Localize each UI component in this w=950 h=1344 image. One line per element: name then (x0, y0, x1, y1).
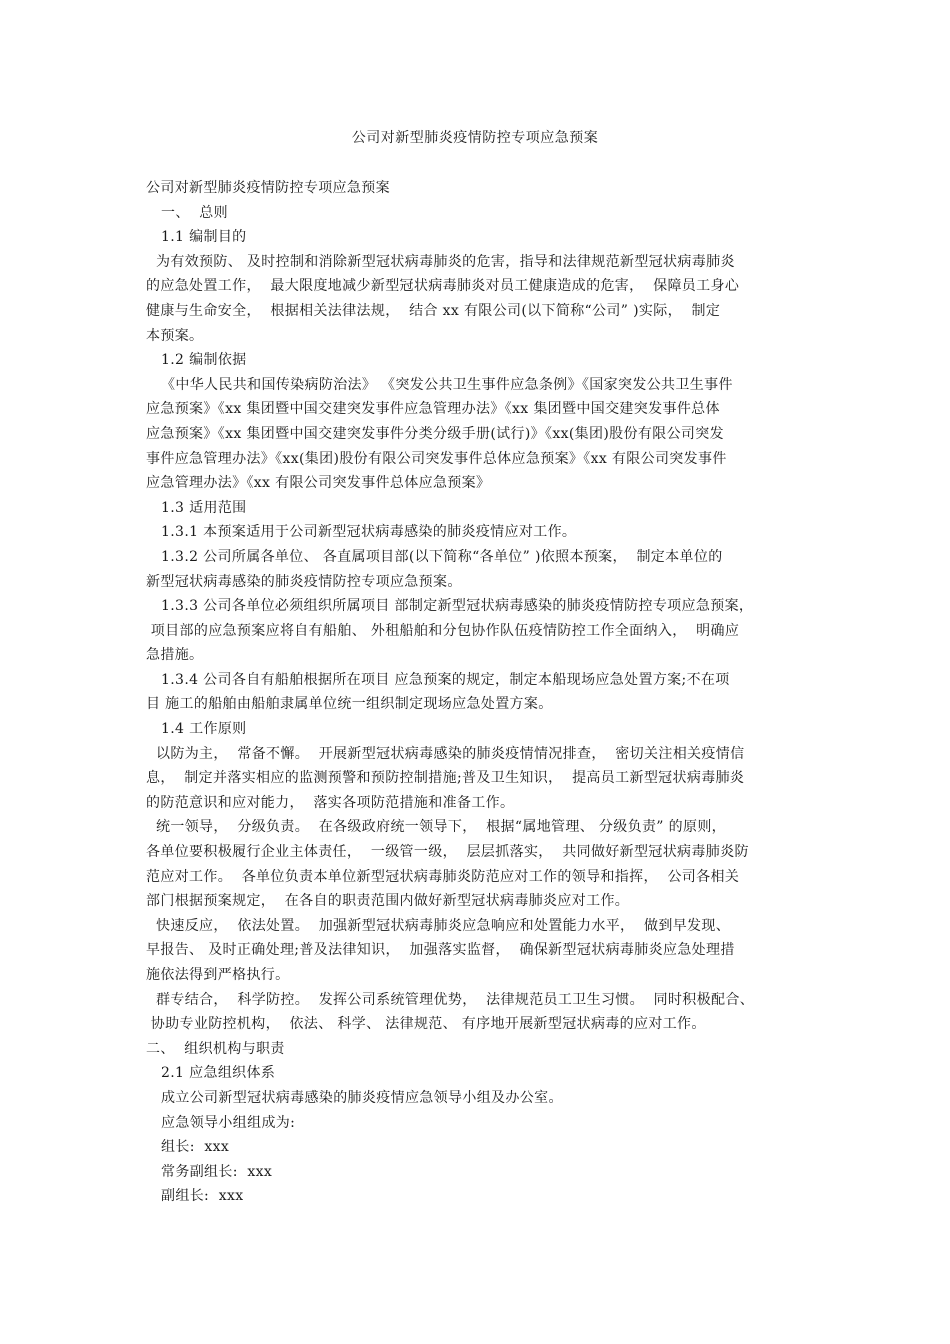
document-title: 公司对新型肺炎疫情防控专项应急预案 (351, 130, 599, 146)
paragraph-line: 应急预案》《xx 集团暨中国交建突发事件应急管理办法》《xx 集团暨中国交建突发事件总体 (146, 401, 720, 418)
paragraph-line: 事件应急管理办法》《xx(集团)股份有限公司突发事件总体应急预案》《xx 有限公司突发事件 (146, 450, 727, 467)
member-executive-deputy: 常务副组长: xxx (161, 1163, 273, 1180)
paragraph-line: 1.3.4 公司各自有船舶根据所在项目 应急预案的规定，制定本船现场应急处置方案;不在项 (161, 671, 730, 688)
paragraph-line: 协助专业防控机构， 依法、 科学、 法律规范、 有序地开展新型冠状病毒的应对工作。 (146, 1016, 706, 1033)
heading-section-1: 一、 总则 (161, 204, 229, 221)
paragraph-line: 急措施。 (146, 647, 204, 664)
paragraph-line: 1.3.2 公司所属各单位、 各直属项目部(以下简称“各单位” )依照本预案， 制定本单位的 (161, 548, 723, 565)
paragraph-line: 成立公司新型冠状病毒感染的肺炎疫情应急领导小组及办公室。 (161, 1089, 563, 1106)
paragraph-line: 应急领导小组组成为: (161, 1114, 296, 1131)
paragraph-line: 以防为主， 常备不懈。 开展新型冠状病毒感染的肺炎疫情情况排查， 密切关注相关疫情信 (156, 745, 745, 762)
paragraph-line: 的防范意识和应对能力， 落实各项防范措施和准备工作。 (146, 794, 515, 811)
paragraph-line: 目 施工的船舶由船舶隶属单位统一组织制定现场应急处置方案。 (146, 696, 553, 713)
heading-1-2: 1.2 编制依据 (161, 352, 247, 369)
paragraph-line: 部门根据预案规定， 在各自的职责范围内做好新型冠状病毒肺炎应对工作。 (146, 893, 630, 910)
heading-1-3: 1.3 适用范围 (161, 499, 247, 516)
member-deputy: 副组长: xxx (161, 1188, 244, 1205)
paragraph-line: 本预案。 (146, 327, 204, 344)
paragraph-line: 群专结合， 科学防控。 发挥公司系统管理优势， 法律规范员工卫生习惯。 同时积极配合、 (156, 991, 755, 1008)
paragraph-line: 1.3.3 公司各单位必须组织所属项目 部制定新型冠状病毒感染的肺炎疫情防控专项应急预案， (161, 598, 754, 615)
paragraph-line: 新型冠状病毒感染的肺炎疫情防控专项应急预案。 (146, 573, 462, 590)
paragraph-line: 应急预案》《xx 集团暨中国交建突发事件分类分级手册(试行)》《xx(集团)股份有限公司突发 (146, 425, 724, 442)
paragraph-line: 各单位要积极履行企业主体责任， 一级管一级， 层层抓落实， 共同做好新型冠状病毒肺炎防 (146, 844, 749, 861)
heading-1-1: 1.1 编制目的 (161, 229, 247, 246)
paragraph-line: 施依法得到严格执行。 (146, 967, 290, 983)
paragraph-line: 项目部的应急预案应将自有船舶、 外租船舶和分包协作队伍疫情防控工作全面纳入， 明确应 (146, 622, 740, 639)
paragraph-line: 为有效预防、 及时控制和消除新型冠状病毒肺炎的危害，指导和法律规范新型冠状病毒肺炎 (156, 253, 735, 270)
paragraph-line: 快速反应， 依法处置。 加强新型冠状病毒肺炎应急响应和处置能力水平， 做到早发现、 (156, 917, 731, 934)
paragraph-line: 范应对工作。 各单位负责本单位新型冠状病毒肺炎防范应对工作的领导和指挥， 公司各相关 (146, 868, 740, 885)
document-body (146, 176, 826, 1209)
heading-1-4: 1.4 工作原则 (161, 721, 247, 738)
paragraph-line: 健康与生命安全， 根据相关法律法规， 结合 xx 有限公司(以下简称“公司” )实际， 制定 (146, 302, 721, 319)
member-leader: 组长: xxx (161, 1139, 230, 1156)
paragraph-line: 应急管理办法》《xx 有限公司突发事件总体应急预案》 (146, 475, 491, 492)
paragraph-line: 统一领导， 分级负责。 在各级政府统一领导下， 根据“属地管理、 分级负责” 的原则， (156, 819, 727, 836)
paragraph-line: 的应急处置工作， 最大限度地减少新型冠状病毒肺炎对员工健康造成的危害， 保障员工身心 (146, 278, 740, 295)
heading-subtitle: 公司对新型肺炎疫情防控专项应急预案 (146, 180, 390, 196)
paragraph-line: 《中华人民共和国传染病防治法》 《突发公共卫生事件应急条例》《国家突发公共卫生事件 (161, 376, 733, 393)
paragraph-line: 息， 制定并落实相应的监测预警和预防控制措施;普及卫生知识， 提高员工新型冠状病毒肺炎 (146, 770, 745, 787)
heading-section-2: 二、 组织机构与职责 (146, 1040, 285, 1057)
heading-2-1: 2.1 应急组织体系 (161, 1065, 276, 1082)
paragraph-line: 1.3.1 本预案适用于公司新型冠状病毒感染的肺炎疫情应对工作。 (161, 524, 577, 541)
paragraph-line: 早报告、 及时正确处理;普及法律知识， 加强落实监督， 确保新型冠状病毒肺炎应急处理措 (146, 942, 735, 959)
